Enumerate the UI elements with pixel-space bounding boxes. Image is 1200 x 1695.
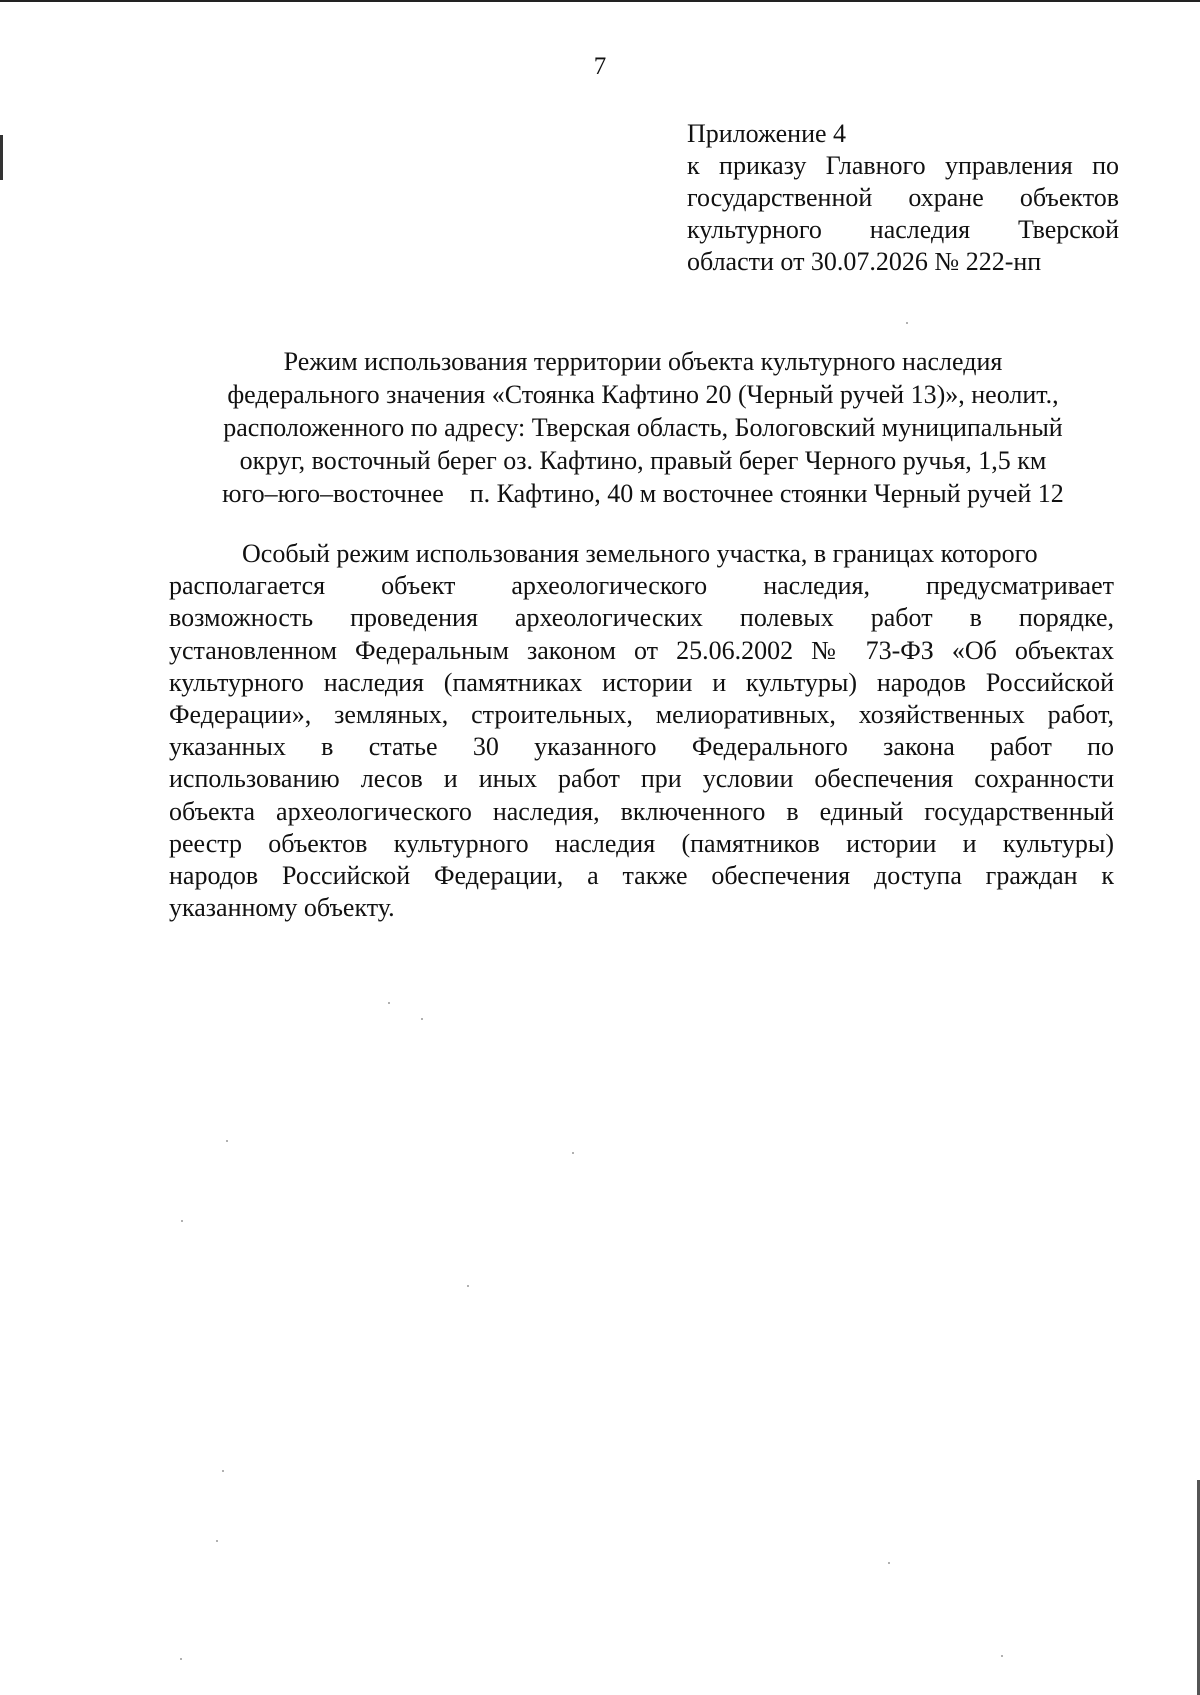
- body-line: указанных в статье 30 указанного Федерального закона работ по: [169, 732, 1114, 762]
- scan-speck: [180, 1658, 182, 1660]
- scan-speck: [906, 322, 908, 324]
- body-paragraph: [169, 538, 1114, 924]
- body-line: располагается объект археологического наследия, предусматривает: [169, 571, 1114, 601]
- heading-line: федерального значения «Стоянка Кафтино 20 (Черный ручей 13)», неолит.,: [227, 380, 1059, 409]
- body-line: культурного наследия (памятниках истории и культуры) народов Российской: [169, 667, 1114, 697]
- appendix-line: Приложение 4: [687, 119, 847, 148]
- appendix-line: области от 30.07.2026 № 222-нп: [687, 247, 1042, 276]
- heading-line: расположенного по адресу: Тверская область, Бологовский муниципальный: [223, 413, 1063, 442]
- scan-speck: [888, 1562, 890, 1564]
- heading-line: округ, восточный берег оз. Кафтино, правый берег Черного ручья, 1,5 км: [239, 446, 1047, 475]
- scan-speck: [388, 1002, 390, 1004]
- appendix-line: государственной охране объектов: [687, 183, 1119, 212]
- document-heading: [160, 345, 1126, 510]
- scan-left-edge-mark: [0, 135, 3, 180]
- scan-speck: [467, 1285, 469, 1287]
- body-line: Федерации», земляных, строительных, мелиоративных, хозяйственных работ,: [169, 700, 1114, 730]
- scan-speck: [216, 1540, 218, 1542]
- body-line: установленном Федеральным законом от 25.06.2002 № 73-ФЗ «Об объектах: [169, 635, 1114, 665]
- body-line: народов Российской Федерации, а также обеспечения доступа граждан к: [169, 861, 1114, 891]
- scan-speck: [222, 1470, 224, 1472]
- scan-top-border: [0, 0, 1200, 2]
- appendix-reference: [687, 118, 1119, 278]
- scan-speck: [1001, 1655, 1003, 1657]
- body-line: использованию лесов и иных работ при условии обеспечения сохранности: [169, 764, 1114, 794]
- body-line: реестр объектов культурного наследия (памятников истории и культуры): [169, 828, 1114, 858]
- scan-speck: [421, 1018, 423, 1020]
- body-line: возможность проведения археологических полевых работ в порядке,: [169, 603, 1114, 633]
- page-number: 7: [593, 53, 607, 80]
- body-line: указанному объекту.: [169, 893, 395, 923]
- scan-speck: [572, 1152, 574, 1154]
- scan-speck: [181, 1220, 183, 1222]
- scan-speck: [226, 1140, 228, 1142]
- body-line: объекта археологического наследия, включенного в единый государственный: [169, 796, 1114, 826]
- body-line: Особый режим использования земельного участка, в границах которого: [242, 539, 1038, 568]
- appendix-line: к приказу Главного управления по: [687, 151, 1119, 180]
- appendix-line: культурного наследия Тверской: [687, 215, 1119, 244]
- heading-line: юго–юго–восточнее п. Кафтино, 40 м восточнее стоянки Черный ручей 12: [222, 479, 1064, 508]
- heading-line: Режим использования территории объекта культурного наследия: [283, 347, 1003, 376]
